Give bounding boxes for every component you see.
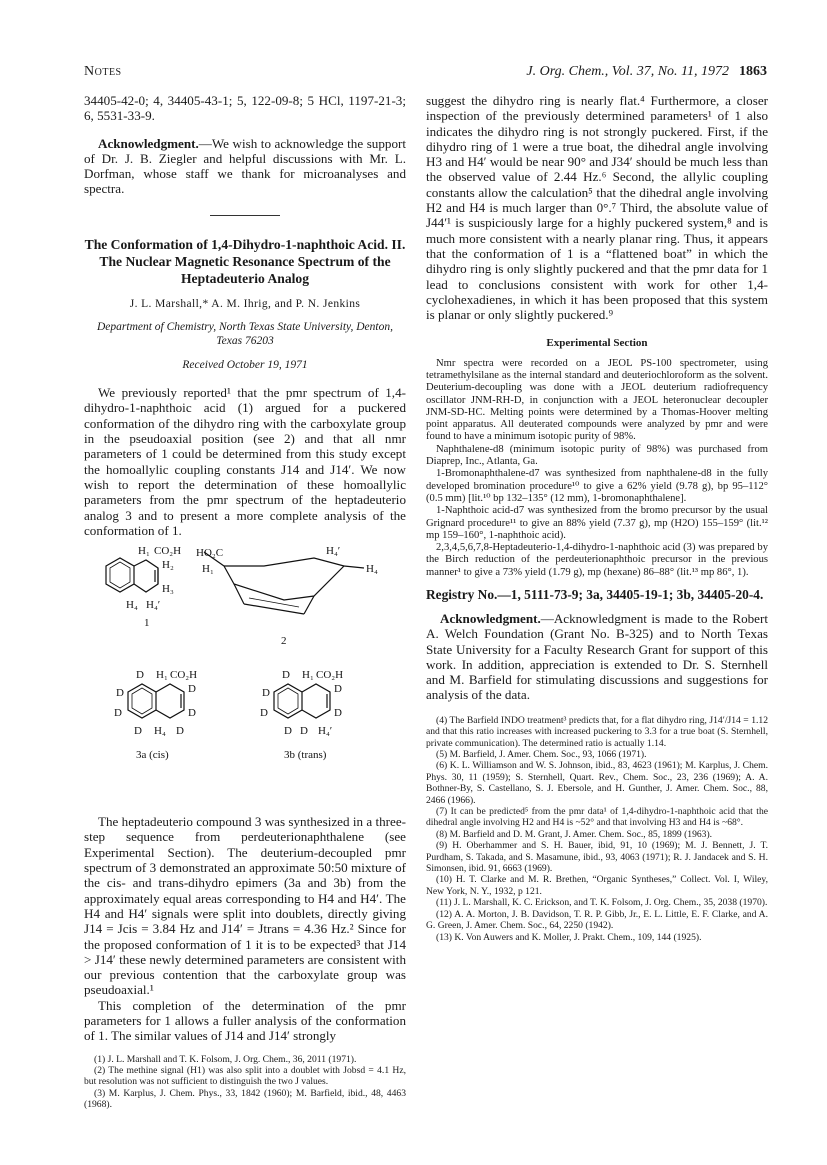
registry-numbers: Registry No.—1, 5111-73-9; 3a, 34405-19-1; 3b, 34405-20-4. [426,587,764,602]
s1-h1: H₁ [138,545,150,558]
s3a-h4: H₄ [154,725,166,738]
footnote-2: (2) The methine signal (H1) was also split into a doublet with Jobsd = 4.1 Hz, but resolution was not sufficient to distinguish the two J values. [84,1065,406,1088]
s3b-d6: D [284,725,292,738]
intro-paragraph: We previously reported¹ that the pmr spectrum of 1,4-dihydro-1-naphthoic acid (1) argued for a puckered conformation of the dihydro ring with the carboxylate group in the pseudoaxial position (see 2) and that all nmr parameters of 1 could be determined from this study except the homoallylic coupling constants J14 and J14′. We now wish to report the determination of these homoallylic parameters from the pmr spectrum of the heptadeuterio analog 3 and to present a more complete analysis of the conformation of 1. [84,385,406,538]
exp-heptadeuterio: 2,3,4,5,6,7,8-Heptadeuterio-1,4-dihydro-1-naphthoic acid (3) was prepared by the Birch reduction of the perdeuterionaphthoic precursor in the previous manner¹ to give a 73% yield (1.79 g), mp (hexane) 86–88° (lit.¹³ mp 86°, 1). [426,542,768,578]
journal-citation: J. Org. Chem., Vol. 37, No. 11, 1972 [526,64,729,79]
ack-label: Acknowledgment. [98,135,199,151]
s1-h3: H₃ [162,583,174,596]
registry-numbers-previous: 34405-42-0; 4, 34405-43-1; 5, 122-09-8; 5 HCl, 1197-21-3; 6, 5531-33-9. [84,93,406,124]
footnote-6: (6) K. L. Williamson and W. S. Johnson, ibid., 83, 4623 (1961); M. Karplus, J. Chem. Phys. 30, 11 (1959); S. Sternhell, Quart. Rev., Chem. Soc., 23, 236 (1969); A. A. Bothner-By, S. Castellano, S. J. Ebersole, and H. Gunther, J. Amer. Chem. Soc., 88, 2466 (1966). [426,760,768,806]
footnote-3: (3) M. Karplus, J. Chem. Phys., 33, 1842 (1960); M. Barfield, ibid., 48, 4463 (1968). [84,1087,406,1111]
s3b-co2h: CO₂H [316,669,344,682]
right-column [426,93,768,943]
s3a-h1: H₁ [156,669,168,682]
structure-3b [274,684,330,718]
structure-figure [84,544,406,806]
acknowledgment-previous [84,136,406,197]
article-separator [210,215,280,216]
experimental-section [426,358,768,579]
footnote-7: (7) It can be predicted⁵ from the pmr data¹ of 1,4-dihydro-1-naphthoic acid that the dihedral angle involving H2 and H4 is ~52° and that involving H3 and H4 is ~68°. [426,806,768,829]
exp-methods: Nmr spectra were recorded on a JEOL PS-100 spectrometer, using tetramethylsilane as the internal standard and deuteriochloroform as the solvent. Deuterium-decoupling was done with a JEOL deuterium radiofrequency oscillator JNM-RH-D, in conjunction with a JEOL heteronuclear decoupler JNM-SD-HC. Melting points were determined by a Thomas-Hoover melting point apparatus. All deuterated compounds were analyzed by pmr and were found to have a minimum isotopic purity of 98%. [426,357,768,443]
running-header-left: Notes [84,64,122,79]
received-date: Received October 19, 1971 [182,358,308,371]
s3b-d1: D [282,669,290,682]
discussion-paragraph: suggest the dihydro ring is nearly flat.⁴ Furthermore, a closer inspection of the previously determined parameters¹ of 1 also indicates the dihydro ring is not strongly puckered. First, if the dihydro ring of 1 were a true boat, the dihedral angle involving H3 and H4′ would be near 90° and J34′ should be much less than the observed value of 2.44 Hz.⁶ Second, the allylic coupling constants allow the calculation⁵ that the dihedral angle involving H2 and H4 is much larger than 0°.⁷ Third, the absolute value of J44′¹ is suspiciously large for a highly puckered system,⁸ and is much more consistent with a nearly planar ring. Thus, it appears that the conformation of 1 is a “flattened boat” in which the dihydro ring is only slightly puckered and that the pmr data for 1 lead to conclusions consistent with work for other 1,4-cyclohexadienes, in which it has been proposed that this system is planar or only slightly puckered.⁹ [426,93,768,323]
page-number: 1863 [739,64,767,79]
s3a-d1: D [136,669,144,682]
footnotes-left [84,1054,406,1111]
s3b-d2: D [334,683,342,696]
s3a-co2h: CO₂H [170,669,198,682]
s3a-d6: D [134,725,142,738]
s3a-d7: D [176,725,184,738]
footnote-10: (10) H. T. Clarke and M. R. Brethen, “Organic Syntheses,” Collect. Vol. I, Wiley, New York, N. Y., 1932, p 121. [426,874,768,897]
s1-co2h: CO₂H [154,545,182,558]
s2-h1: H₁ [202,563,214,576]
s2-ho2c: HO₂C [196,547,224,560]
s3b-h4p: H₄′ [318,725,333,738]
footnote-5: (5) M. Barfield, J. Amer. Chem. Soc., 93, 1066 (1971). [436,749,647,760]
label-1: 1 [144,617,150,630]
label-3a: 3a (cis) [136,749,169,762]
footnote-9: (9) H. Oberhammer and S. H. Bauer, ibid, 91, 10 (1969); M. J. Bennett, J. T. Purdham, S. Takada, and S. Masamune, ibid., 93, 4063 (1971); R. J. Jandacek and S. H. Simonsen, ibid. 91, 6663 (1969). [426,840,768,875]
footnote-11: (11) J. L. Marshall, K. C. Erickson, and T. K. Folsom, J. Org. Chem., 35, 2038 (1970). [436,897,768,909]
exp-naphthoic-acid: 1-Naphthoic acid-d7 was synthesized from the bromo precursor by the usual Grignard procedure¹¹ to give an 88% yield (7.37 g), mp (H2O) 155–159° (lit.¹² mp 159–160°, 1-naphthoic acid). [426,505,768,541]
s2-h4: H₄ [366,563,378,576]
ack2-label: Acknowledgment. [440,611,541,626]
footnote-8: (8) M. Barfield and D. M. Grant, J. Amer. Chem. Soc., 85, 1899 (1963). [436,828,713,840]
s3b-d5: D [334,707,342,720]
s3b-d3: D [262,687,270,700]
label-2: 2 [281,635,287,648]
s1-h4p: H₄′ [146,599,161,612]
footnote-1: (1) J. L. Marshall and T. K. Folsom, J. Org. Chem., 36, 2011 (1971). [94,1053,357,1065]
exp-bromonaphthalene: 1-Bromonaphthalene-d7 was synthesized from naphthalene-d8 in the fully developed bromination procedure¹⁰ to give a 62% yield (9.78 g), bp 95–112° (0.5 mm) [lit.¹⁰ bp 132–135° (12 mm), 1-bromonaphthalene]. [426,468,768,504]
synthesis-paragraph: The heptadeuterio compound 3 was synthesized in a three-step sequence from perdeuterionaphthalene (see Experimental Section). The deuterium-decoupled pmr spectrum of 3 demonstrated an approximate 50:50 mixture of the cis- and trans-dihydro epimers (3a and 3b) from the approximately equal areas corresponding to H4 and H4′. The H4 and H4′ signals were split into doublets, directly giving J14 = Jcis = 3.84 Hz and J14′ = Jtrans = 4.36 Hz.² Since for the proposed conformation of 1 it is to be expected³ that J14 > J14′ these newly determined parameters are consistent with our previous contention that the carboxylate group was pseudoaxial.¹ [84,814,406,998]
ack2-text: —Acknowledgment is made to the Robert A. Welch Foundation (Grant No. B-325) and to North Texas State University for a Faculty Research Grant for support of this work. In addition, appreciation is extended to Dr. S. Sternhell and M. Barfield for stimulating discussions and suggestions for analysis of the data. [426,611,768,703]
s1-h2: H₂ [162,559,174,572]
acknowledgment [426,611,768,703]
footnote-4: (4) The Barfield INDO treatment³ predicts that, for a flat dihydro ring, J14′/J14 = 1.12 and that this ratio increases with increased puckering to 3.3 for a true boat (S. Sternhell, private communication). The determined ratio is actually 1.14. [426,714,768,749]
structure-2 [204,552,364,614]
footnotes-right [426,715,768,943]
analysis-paragraph: This completion of the determination of the pmr parameters for 1 allows a fuller analysis of the conformation of 1. The similar values of J14 and J14′ strongly [84,997,406,1044]
article-authors: J. L. Marshall,* A. M. Ihrig, and P. N. Jenkins [129,297,361,310]
s3a-d5: D [188,707,196,720]
s2-h4p: H₄′ [326,545,341,558]
affiliation: Department of Chemistry, North Texas State University, Denton, Texas 76203 [96,320,393,347]
s3b-d4: D [260,707,268,720]
structure-1 [106,558,158,592]
s3a-d3: D [116,687,124,700]
s3b-d7: D [300,725,308,738]
left-column [84,93,406,1111]
s3a-d4: D [114,707,122,720]
s3b-h1: H₁ [302,669,314,682]
running-header-right [526,64,767,80]
exp-naphthalene: Naphthalene-d8 (minimum isotopic purity of 98%) was purchased from Diaprep, Inc., Atlanta, Ga. [426,443,768,468]
ack-text: —We wish to acknowledge the support of Dr. J. B. Ziegler and helpful discussions with Mr. L. Dorfman, whose staff we thank for microanalyses and spectra. [84,135,406,197]
experimental-heading: Experimental Section [546,337,648,350]
footnote-13: (13) K. Von Auwers and K. Moller, J. Prakt. Chem., 109, 144 (1925). [436,931,702,943]
s3a-d2: D [188,683,196,696]
footnote-12: (12) A. A. Morton, J. B. Davidson, T. R. P. Gibb, Jr., E. L. Little, E. F. Clarke, and A. G. Green, J. Amer. Chem. Soc., 64, 2250 (1942). [426,908,768,932]
s1-h4: H₄ [126,599,138,612]
article-title: The Conformation of 1,4-Dihydro-1-naphthoic Acid. II. The Nuclear Magnetic Resonance Spectrum of the Heptadeuterio Analog [84,236,406,286]
structure-3a [128,684,184,718]
label-3b: 3b (trans) [284,749,327,762]
